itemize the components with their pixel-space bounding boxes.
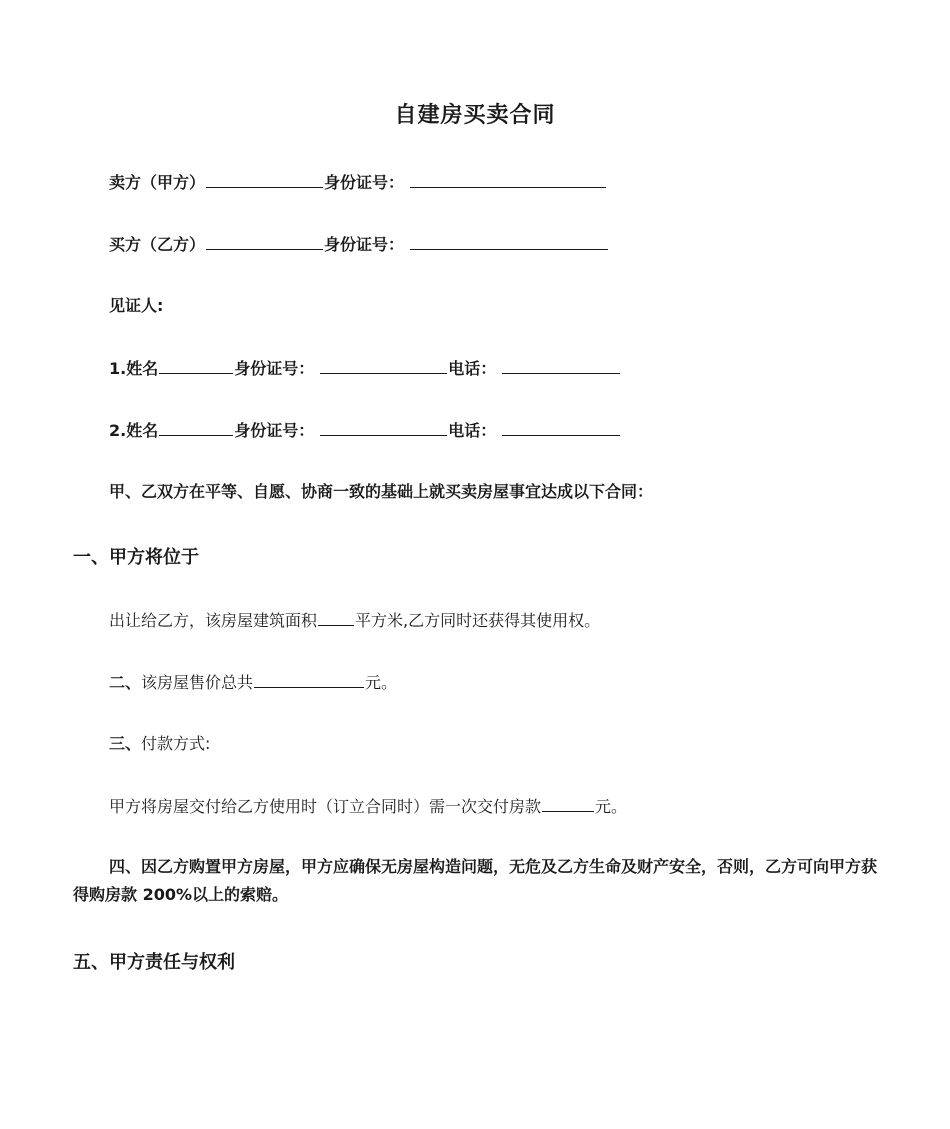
payment-text-after: 元。 [595, 797, 628, 816]
seller-label: 卖方（甲方） [109, 173, 206, 192]
witness-1-id-blank [320, 357, 447, 374]
payment-text-before: 甲方将房屋交付给乙方使用时（订立合同时）需一次交付房款 [109, 797, 542, 816]
witness-1-name-label: 1.姓名 [109, 359, 159, 378]
payment-blank [542, 795, 594, 812]
section-2-prefix: 二、 [109, 673, 142, 692]
document-title: 自建房买卖合同 [394, 103, 556, 128]
buyer-id-blank [410, 233, 608, 250]
witness-1-phone-blank [502, 357, 620, 374]
section-5-heading: 五、甲方责任与权利 [73, 952, 235, 973]
section-4-paragraph: 四、因乙方购置甲方房屋，甲方应确保无房屋构造问题，无危及乙方生命及财产安全，否则，乙方可向甲方获得购房款 200%以上的索赔。 [73, 857, 878, 904]
witness-1-phone-label: 电话： [448, 359, 497, 378]
seller-name-blank [206, 171, 323, 188]
section-2-text-before: 该房屋售价总共 [141, 673, 254, 692]
witness-2-line [109, 419, 621, 442]
seller-line [109, 171, 607, 194]
witness-2-name-blank [159, 419, 233, 436]
area-blank [318, 609, 354, 626]
section-3-line [109, 733, 210, 755]
section-1-text-after: 平方米,乙方同时还获得其使用权。 [355, 611, 601, 630]
section-1-text-before: 出让给乙方，该房屋建筑面积 [109, 611, 318, 630]
buyer-line [109, 233, 609, 256]
witness-label: 见证人: [109, 296, 164, 315]
seller-id-blank [410, 171, 606, 188]
seller-id-label: 身份证号： [324, 173, 405, 192]
buyer-name-blank [206, 233, 323, 250]
section-1-heading: 一、甲方将位于 [73, 547, 199, 568]
section-1-body [109, 609, 600, 632]
section-3-prefix: 三、 [109, 734, 142, 753]
witness-1-id-label: 身份证号： [234, 359, 315, 378]
payment-line [109, 795, 627, 818]
section-2-text-after: 元。 [365, 673, 398, 692]
buyer-label: 买方（乙方） [109, 235, 206, 254]
witness-2-phone-label: 电话： [448, 421, 497, 440]
witness-1-name-blank [159, 357, 233, 374]
buyer-id-label: 身份证号： [324, 235, 405, 254]
witness-2-phone-blank [502, 419, 620, 436]
witness-2-id-label: 身份证号： [234, 421, 315, 440]
witness-2-name-label: 2.姓名 [109, 421, 159, 440]
price-blank [254, 671, 364, 688]
intro-text: 甲、乙双方在平等、自愿、协商一致的基础上就买卖房屋事宜达成以下合同： [109, 482, 654, 501]
section-2-line [109, 671, 397, 694]
section-3-text: 付款方式: [141, 734, 211, 753]
witness-2-id-blank [320, 419, 447, 436]
witness-1-line [109, 357, 621, 380]
